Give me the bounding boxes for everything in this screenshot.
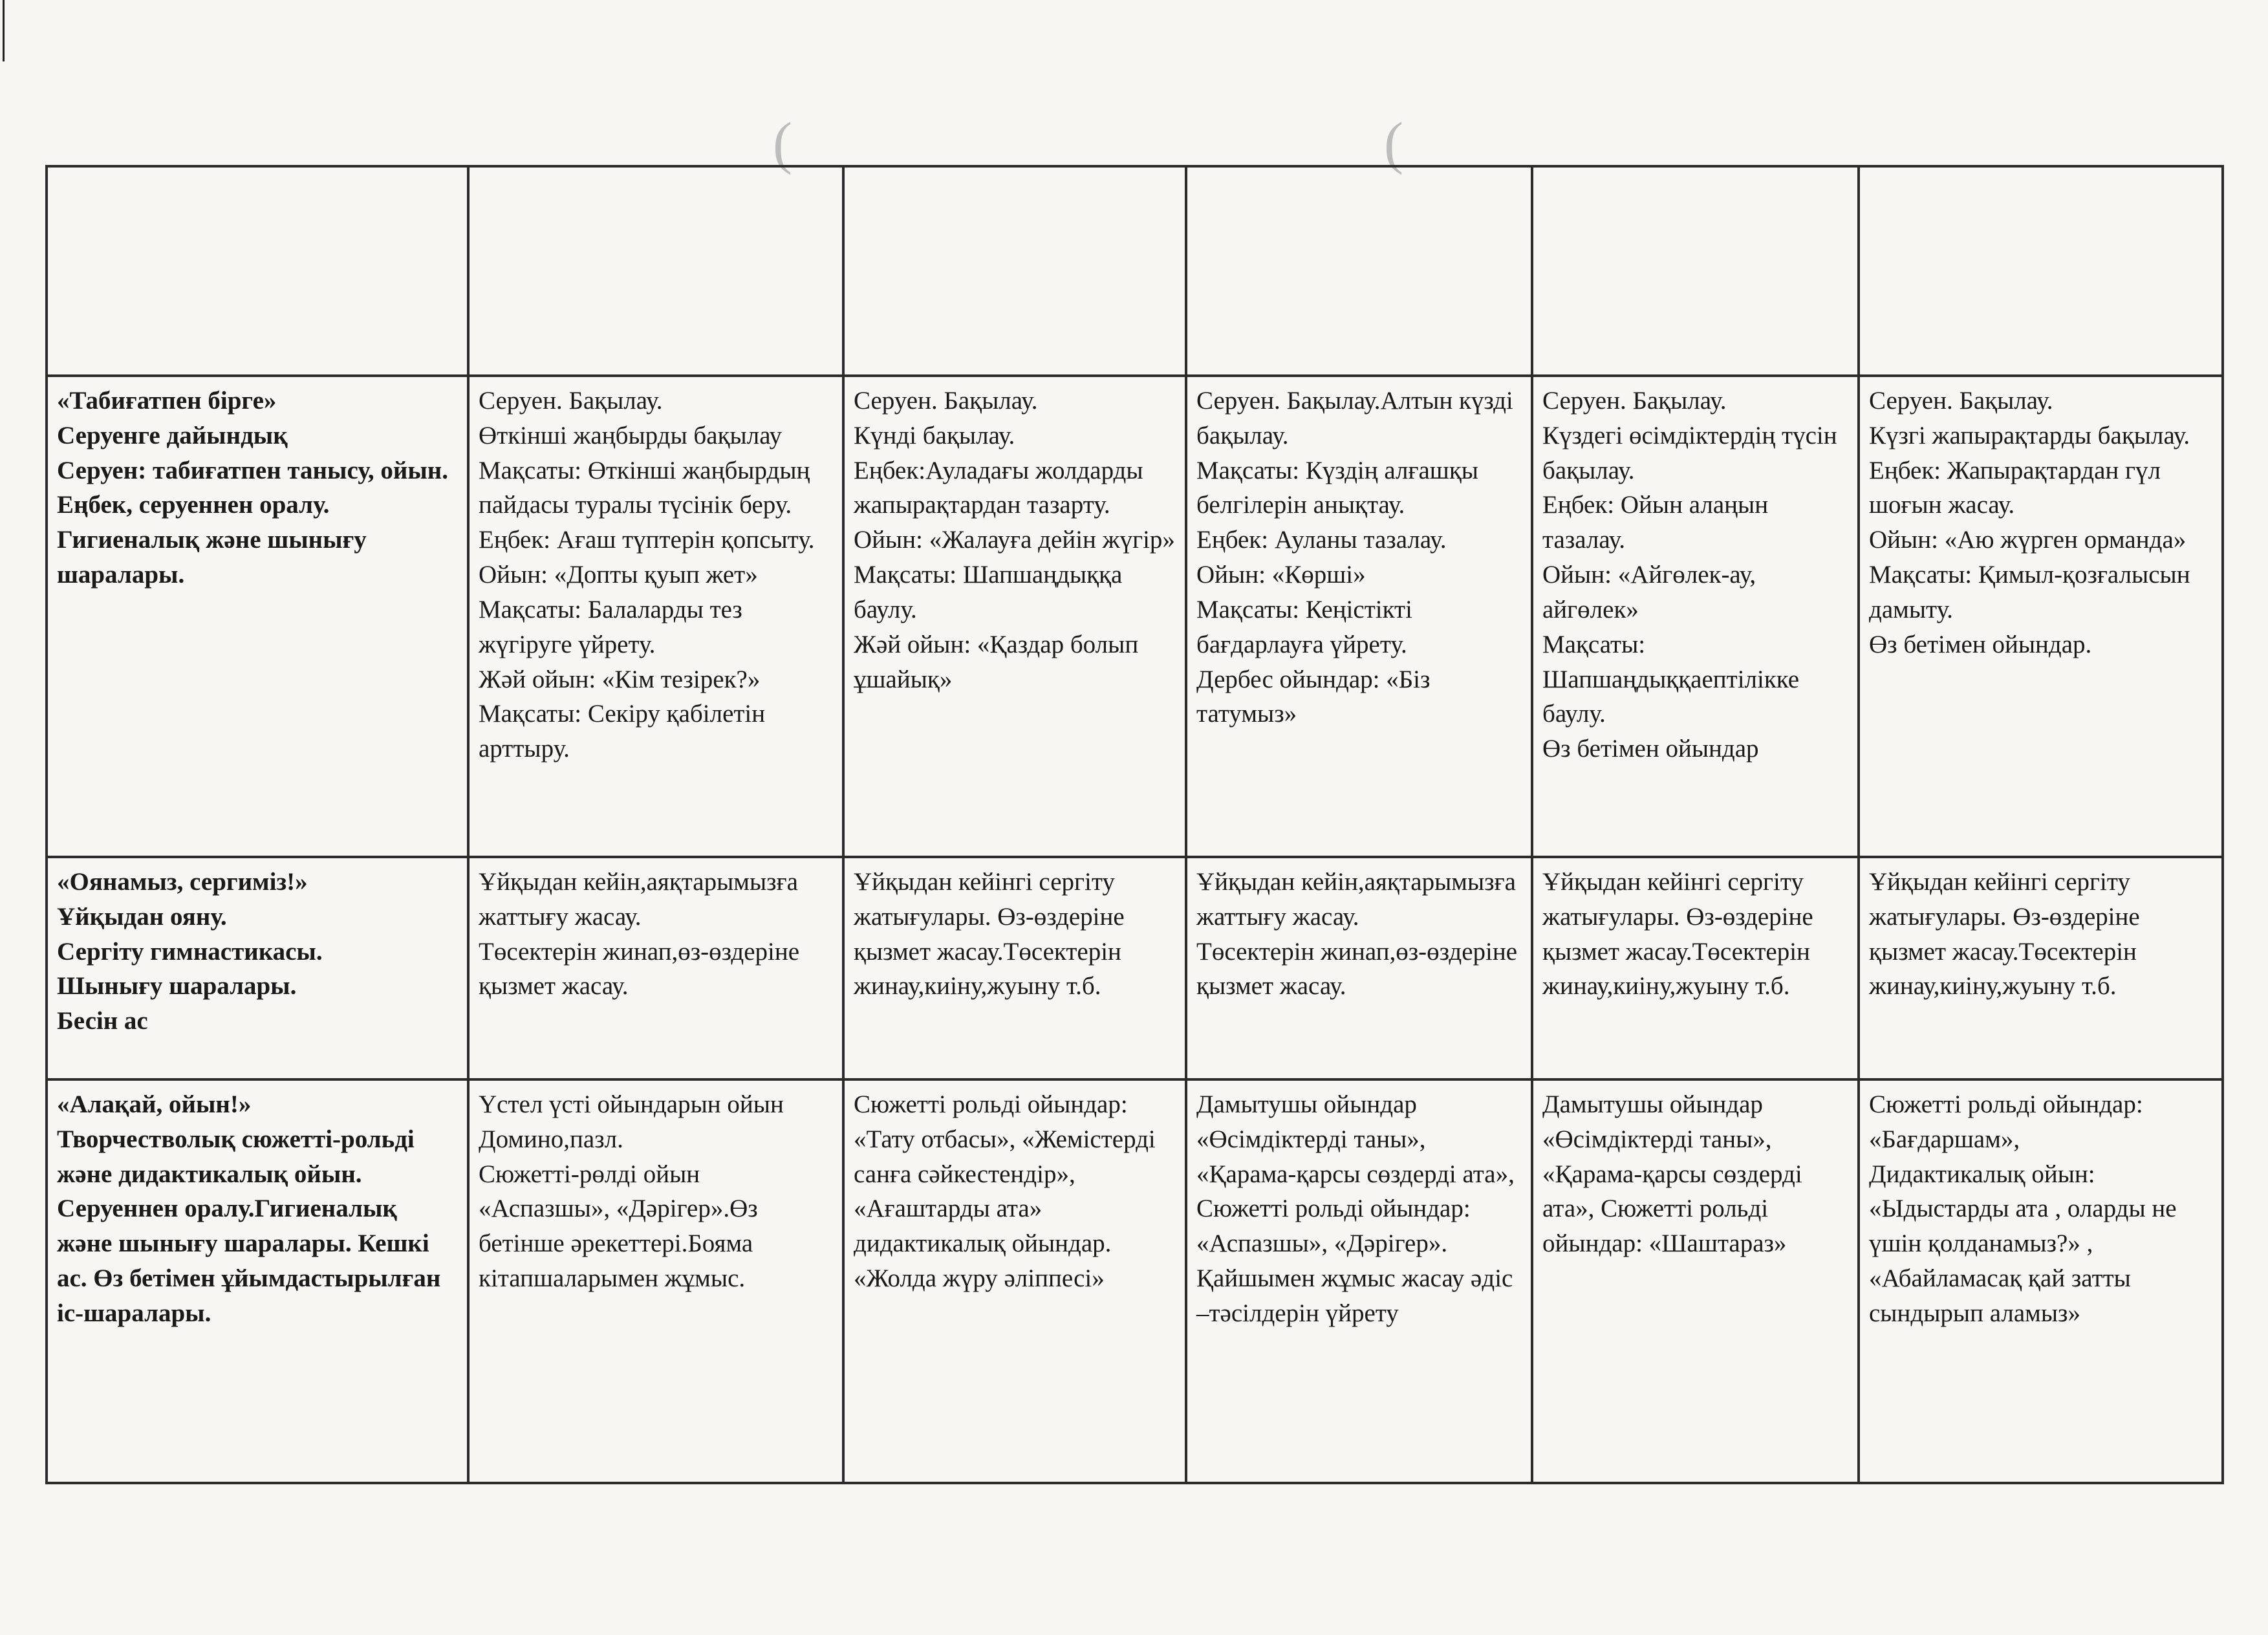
cell-line: Дербес ойындар: «Біз татумыз»	[1196, 665, 1431, 728]
scan-edge-mark	[3, 0, 5, 61]
day-cell	[1186, 857, 1532, 1079]
routine-line: «Алақай, ойын!»	[57, 1090, 252, 1118]
cell-line: Мақсаты: Өткінші жаңбырдың пайдасы туралы түсінік беру.	[479, 456, 810, 519]
routine-line: Ұйқыдан ояну.	[57, 902, 227, 931]
cell-line: «Абайламасақ қай затты сындырып аламыз»	[1869, 1264, 2131, 1327]
cell-line: Күнді бақылау.	[854, 421, 1015, 449]
cell-line: Еңбек:Ауладағы жолдарды жапырақтардан тазарту.	[854, 456, 1143, 519]
day-cell	[1186, 1079, 1532, 1483]
cell-line: Ұйқыдан кейінгі сергіту жатығулары. Өз-өздеріне қызмет жасау.Төсектерін жинау,киіну,жуыну т.б.	[854, 868, 1125, 1001]
cell-line: Мақсаты: Шапшаңдыққаептілікке баулу.	[1542, 630, 1800, 728]
cell-line: Сюжетті рольді ойындар: «Бағдаршам»,	[1869, 1090, 2143, 1153]
cell-line: Күзгі жапырақтарды бақылау.	[1869, 421, 2190, 449]
cell-line: Өз бетімен ойындар.	[1869, 630, 2092, 658]
cell-line: Сюжетті рольді ойындар: «Тату отбасы», «Жемістерді санға сәйкестендір», «Ағаштарды ата» дидактикалық ойындар.	[854, 1090, 1156, 1258]
routine-line: Гигиеналық және шынығу шаралары.	[57, 526, 367, 589]
cell-line: Жәй ойын: «Кім тезірек?»	[479, 665, 761, 693]
routine-line: Творчестволық сюжетті-рольді және дидактикалық ойын.	[57, 1125, 415, 1188]
header-cell	[468, 166, 843, 376]
day-cell	[1186, 376, 1532, 857]
cell-line: Еңбек: Жапырақтардан гүл шоғын жасау.	[1869, 456, 2161, 519]
routine-cell	[47, 1079, 468, 1483]
table-header-row	[47, 166, 2223, 376]
routine-line: Сергіту гимнастикасы.	[57, 937, 323, 966]
cell-line: «Жолда жүру әліппесі»	[854, 1264, 1105, 1293]
cell-line: Еңбек: Ағаш түптерін қопсыту.	[479, 526, 815, 554]
day-cell	[468, 376, 843, 857]
routine-line: «Табиғатпен бірге»	[57, 387, 277, 415]
cell-line: Үстел үсті ойындарын ойын Домино,пазл.	[479, 1090, 784, 1153]
cell-line: Мақсаты: Қимыл-қозғалысын дамыту.	[1869, 561, 2190, 623]
table-row-games	[47, 1079, 2223, 1483]
cell-line: Еңбек: Ойын алаңын тазалау.	[1542, 491, 1769, 554]
cell-line: Сюжетті-рөлді ойын «Аспазшы», «Дәрігер».Өз бетінше әрекеттері.Бояма кітапшаларымен жұмыс.	[479, 1160, 758, 1293]
header-cell	[1186, 166, 1532, 376]
header-cell	[1532, 166, 1859, 376]
cell-line: Мақсаты: Кеңістікті бағдарлауға үйрету.	[1196, 595, 1412, 658]
cell-line: Қайшымен жұмыс жасау әдіс –тәсілдерін үйрету	[1196, 1264, 1513, 1327]
cell-line: Серуен. Бақылау.	[479, 387, 663, 415]
cell-line: Ұйқыдан кейін,аяқтарымызға жаттығу жасау.	[479, 868, 798, 931]
day-cell	[843, 376, 1186, 857]
cell-line: Дамытушы ойындар «Өсімдіктерді таны», «Қарама-қарсы сөздерді ата», Сюжетті рольді ойындар: «Шаштараз»	[1542, 1090, 1802, 1258]
routine-line: Серуен: табиғатпен танысу, ойын.	[57, 456, 448, 484]
day-cell	[468, 1079, 843, 1483]
cell-line: Мақсаты: Балаларды тез жүгіруге үйрету.	[479, 595, 742, 658]
table-row-wakeup	[47, 857, 2223, 1079]
header-cell	[47, 166, 468, 376]
cell-line: Ойын: «Аю жүрген орманда»	[1869, 526, 2187, 554]
routine-line: Шынығу шаралары.	[57, 972, 297, 1001]
routine-cell	[47, 376, 468, 857]
cell-line: Серуен. Бақылау.	[854, 387, 1038, 415]
header-cell	[843, 166, 1186, 376]
day-cell	[843, 857, 1186, 1079]
daily-schedule-table	[45, 165, 2224, 1484]
header-cell	[1859, 166, 2223, 376]
table-row-walk	[47, 376, 2223, 857]
cell-line: Өз бетімен ойындар	[1542, 735, 1759, 763]
binder-hole-mark-left: (	[773, 111, 792, 175]
binder-hole-mark-right: (	[1384, 111, 1403, 175]
routine-line: Серуеннен оралу.Гигиеналық және шынығу шаралары. Кешкі ас. Өз бетімен ұйымдастырылған іс-шаралары.	[57, 1195, 441, 1327]
cell-line: Күздегі өсімдіктердің түсін бақылау.	[1542, 421, 1837, 484]
cell-line: Ойын: «Жалауға дейін жүгір»	[854, 526, 1175, 554]
day-cell	[1859, 376, 2223, 857]
cell-line: Төсектерін жинап,өз-өздеріне қызмет жасау.	[479, 937, 800, 1001]
routine-line: Еңбек, серуеннен оралу.	[57, 491, 330, 519]
routine-line: Бесін ас	[57, 1007, 148, 1035]
cell-line: Ұйқыдан кейін,аяқтарымызға жаттығу жасау.	[1196, 868, 1516, 931]
cell-line: Төсектерін жинап,өз-өздеріне қызмет жасау.	[1196, 937, 1518, 1001]
day-cell	[1859, 1079, 2223, 1483]
day-cell	[1859, 857, 2223, 1079]
day-cell	[1532, 857, 1859, 1079]
cell-line: Мақсаты: Шапшаңдыққа баулу.	[854, 561, 1123, 623]
cell-line: Серуен. Бақылау.	[1869, 387, 2053, 415]
routine-line: «Оянамыз, сергиміз!»	[57, 868, 308, 896]
cell-line: Дидактикалық ойын: «Ыдыстарды ата , оларды не үшін қолданамыз?» ,	[1869, 1160, 2177, 1258]
day-cell	[468, 857, 843, 1079]
cell-line: Жәй ойын: «Қаздар болып ұшайық»	[854, 630, 1139, 693]
day-cell	[843, 1079, 1186, 1483]
cell-line: Серуен. Бақылау.Алтын күзді бақылау.	[1196, 387, 1513, 449]
routine-line: Серуенге дайындық	[57, 421, 288, 449]
cell-line: Еңбек: Ауланы тазалау.	[1196, 526, 1447, 554]
cell-line: Мақсаты: Секіру қабілетін арттыру.	[479, 700, 766, 763]
cell-line: Ойын: «Допты қуып жет»	[479, 561, 758, 589]
routine-cell	[47, 857, 468, 1079]
cell-line: Өткінші жаңбырды бақылау	[479, 421, 783, 449]
day-cell	[1532, 1079, 1859, 1483]
cell-line: Серуен. Бақылау.	[1542, 387, 1727, 415]
cell-line: Мақсаты: Күздің алғашқы белгілерін анықтау.	[1196, 456, 1478, 519]
cell-line: Ұйқыдан кейінгі сергіту жатығулары. Өз-өздеріне қызмет жасау.Төсектерін жинау,киіну,жуыну т.б.	[1869, 868, 2140, 1001]
cell-line: Ойын: «Айгөлек-ау, айгөлек»	[1542, 561, 1756, 623]
day-cell	[1532, 376, 1859, 857]
cell-line: Ұйқыдан кейінгі сергіту жатығулары. Өз-өздеріне қызмет жасау.Төсектерін жинау,киіну,жуыну т.б.	[1542, 868, 1813, 1001]
cell-line: Дамытушы ойындар «Өсімдіктерді таны», «Қарама-қарсы сөздерді ата», Сюжетті рольді ойындар: «Аспазшы», «Дәрігер».	[1196, 1090, 1515, 1258]
cell-line: Ойын: «Көрші»	[1196, 561, 1366, 589]
